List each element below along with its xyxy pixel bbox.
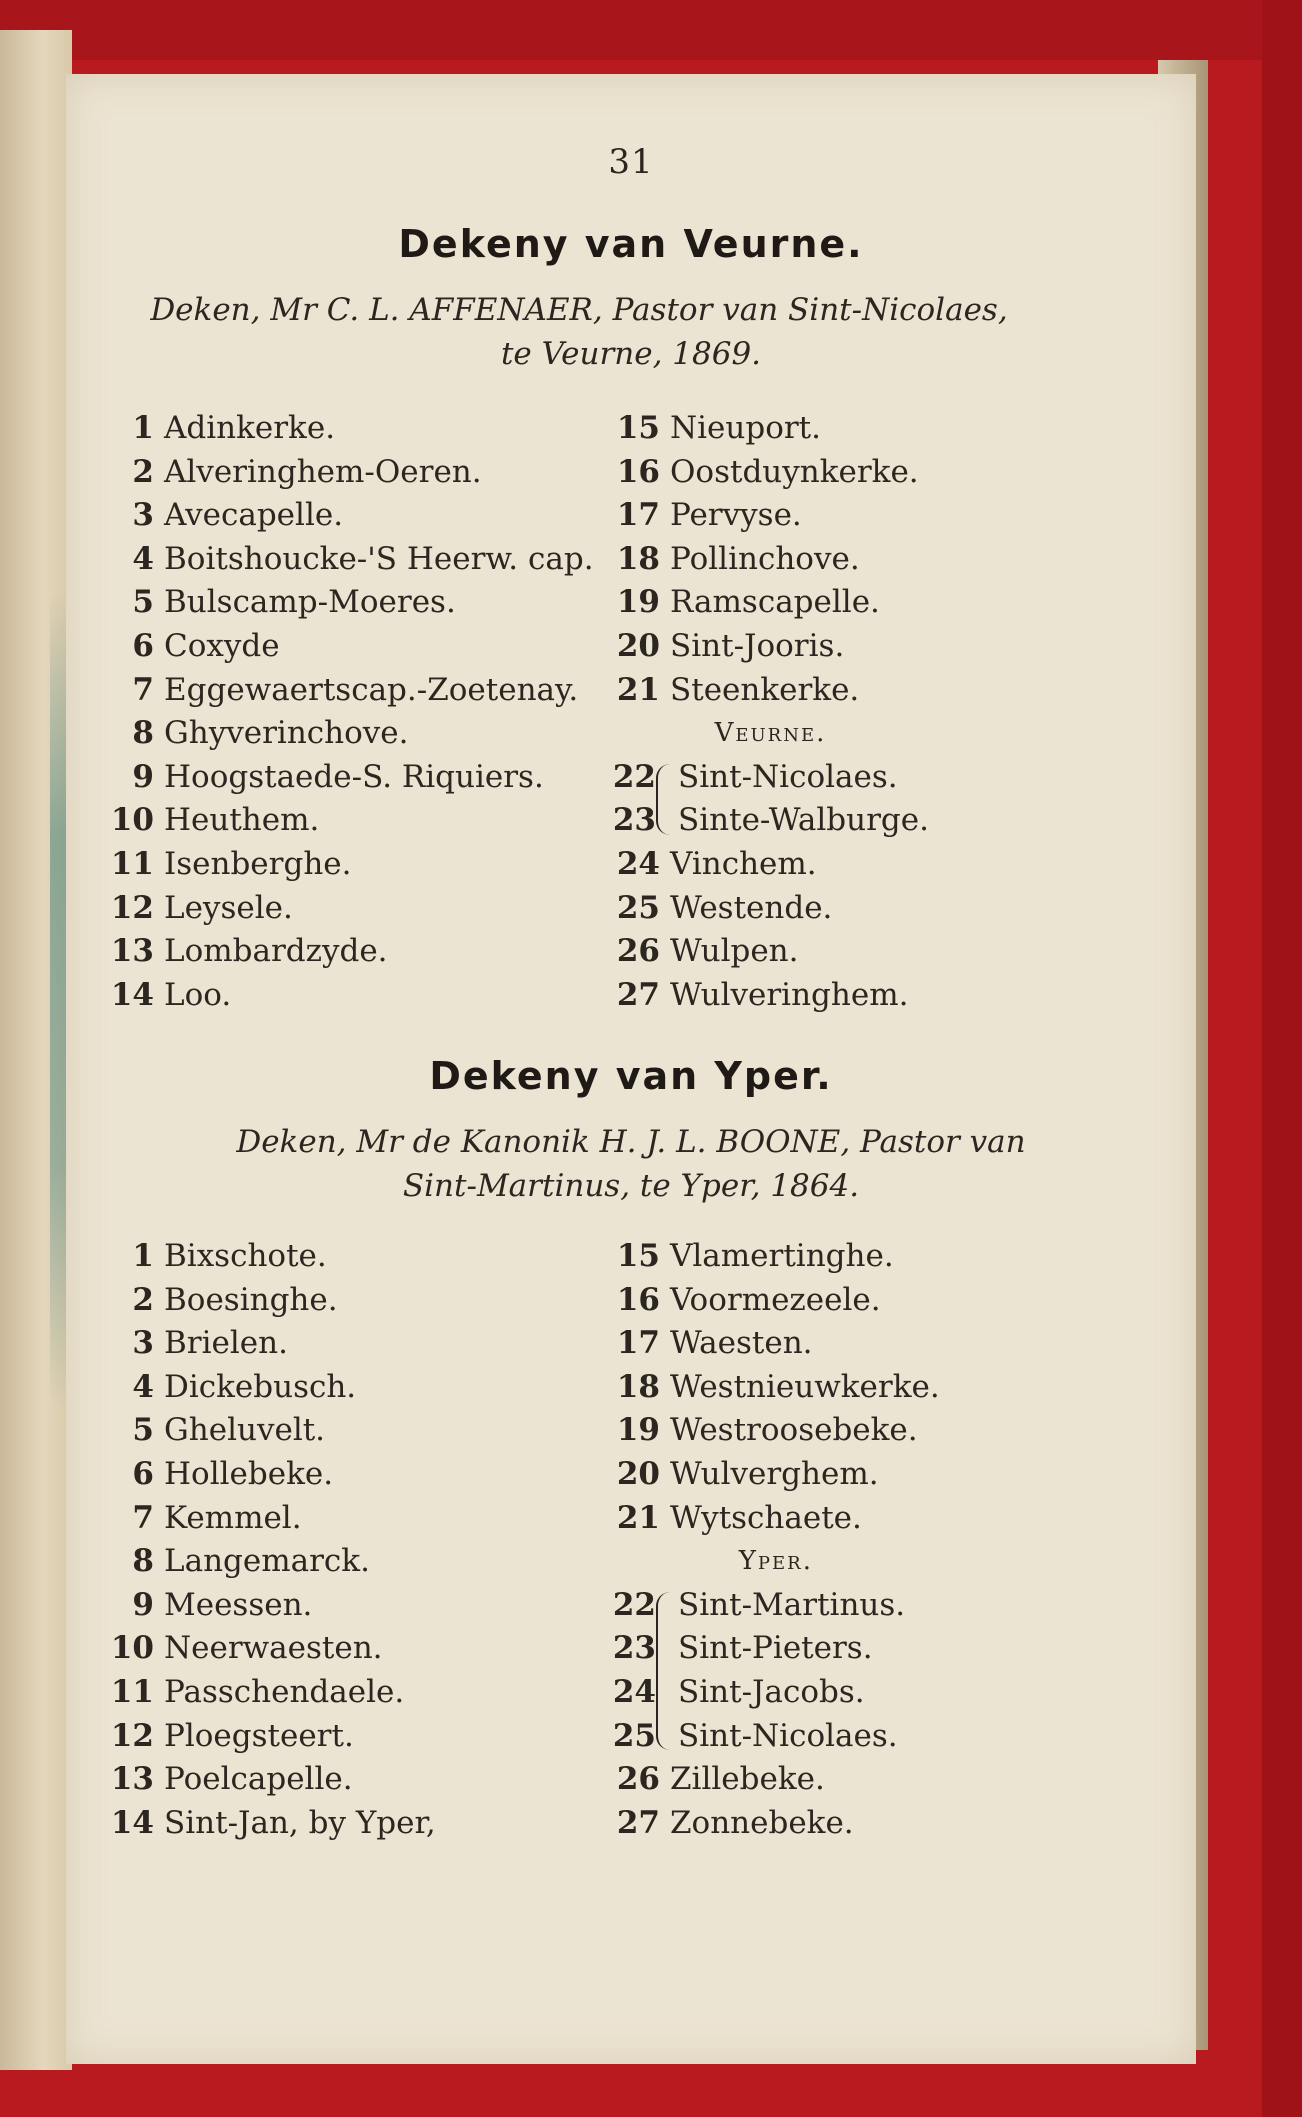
parish-name: Wulverghem. [670, 1455, 879, 1492]
parish-name: Westnieuwkerke. [670, 1368, 940, 1405]
parish-entry [106, 974, 594, 1018]
parish-number: 13 [110, 1761, 154, 1798]
parish-number: 19 [616, 584, 660, 621]
parish-name: Boesinghe. [164, 1281, 338, 1318]
parish-name: Sint-Jooris. [670, 627, 845, 664]
parish-entry [612, 1758, 940, 1802]
parish-number: 1 [132, 410, 154, 446]
parish-entry [106, 494, 594, 538]
parish-number: 20 [616, 627, 660, 664]
parish-entry [612, 669, 929, 713]
parish-entry [106, 1802, 436, 1846]
parish-list-left [106, 407, 594, 1017]
town-subheading: Veurne. [714, 718, 827, 749]
parish-name: Coxyde [164, 627, 280, 664]
parish-number: 15 [616, 410, 660, 446]
parish-entry [612, 451, 929, 495]
parish-entry [612, 494, 929, 538]
parish-number: 18 [616, 540, 660, 577]
parish-name: Vinchem. [670, 845, 817, 882]
dean-line-1: Deken, Mr de Kanonik H. J. L. BOONE, Pastor van [236, 1124, 1026, 1160]
parish-name: Nieuport. [670, 410, 821, 446]
book-page [66, 74, 1196, 2064]
parish-name: Hollebeke. [164, 1455, 334, 1492]
parish-name: Meessen. [164, 1586, 313, 1623]
group-brace [656, 764, 672, 835]
parish-entry [106, 625, 594, 669]
parish-entry [612, 538, 929, 582]
parish-number: 19 [616, 1412, 660, 1449]
parish-entry [612, 625, 929, 669]
parish-number: 12 [110, 1717, 154, 1754]
parish-name: Wulpen. [670, 933, 799, 970]
book-cover-top [0, 0, 1302, 60]
parish-entry [612, 1409, 940, 1453]
parish-entry [106, 1322, 436, 1366]
parish-number: 17 [616, 1325, 660, 1362]
section-title-veurne: Dekeny van Veurne. [398, 222, 864, 266]
parish-number: 6 [132, 1455, 154, 1492]
parish-name: Alveringhem-Oeren. [164, 453, 482, 490]
parish-entry [106, 1453, 436, 1497]
parish-entry [612, 1802, 940, 1846]
parish-entry [612, 1279, 940, 1323]
parish-number: 23 [612, 802, 656, 839]
parish-number: 24 [616, 845, 660, 882]
parish-entry [612, 930, 929, 974]
parish-list-left [106, 1235, 436, 1845]
parish-name: Sinte-Walburge. [678, 802, 929, 839]
parish-number: 10 [110, 802, 154, 839]
parish-number: 16 [616, 1281, 660, 1318]
parish-name: Ramscapelle. [670, 584, 880, 621]
parish-number: 22 [612, 758, 656, 795]
town-parish-group [612, 1584, 940, 1758]
parish-name: Zonnebeke. [670, 1804, 854, 1841]
parish-number: 26 [616, 1761, 660, 1798]
parish-name: Isenberghe. [164, 845, 352, 882]
parish-name: Loo. [164, 976, 232, 1013]
parish-list-right [612, 407, 929, 1017]
book-cover-right [1262, 0, 1302, 2117]
parish-name: Vlamertinghe. [670, 1238, 894, 1274]
parish-entry [612, 843, 929, 887]
parish-name: Bixschote. [164, 1238, 327, 1274]
parish-name: Boitshoucke-'S Heerw. cap. [164, 540, 594, 577]
parish-list-right [612, 1235, 940, 1845]
parish-number: 24 [612, 1673, 656, 1710]
parish-name: Eggewaertscap.-Zoetenay. [164, 671, 579, 708]
parish-number: 25 [616, 889, 660, 926]
parish-name: Avecapelle. [164, 497, 344, 534]
parish-name: Oostduynkerke. [670, 453, 919, 490]
parish-number: 26 [616, 933, 660, 970]
parish-name: Wulveringhem. [670, 976, 909, 1013]
parish-number: 10 [110, 1630, 154, 1667]
parish-number: 7 [132, 1499, 154, 1536]
facing-page-edge [0, 30, 72, 2070]
parish-name: Voormezeele. [670, 1281, 881, 1318]
group-brace [656, 1592, 672, 1750]
parish-name: Kemmel. [164, 1499, 302, 1536]
town-subheading: Yper. [738, 1546, 813, 1577]
parish-entry [106, 1715, 436, 1759]
parish-name: Sint-Nicolaes. [678, 758, 898, 795]
parish-name: Dickebusch. [164, 1368, 357, 1405]
parish-number: 27 [616, 1804, 660, 1841]
parish-name: Hoogstaede-S. Riquiers. [164, 758, 544, 795]
parish-number: 4 [132, 540, 154, 577]
town-parish-group [612, 756, 929, 843]
parish-entry [106, 756, 594, 800]
parish-name: Pervyse. [670, 497, 802, 534]
parish-number: 27 [616, 976, 660, 1013]
parish-name: Heuthem. [164, 802, 320, 839]
parish-number: 11 [110, 845, 154, 882]
parish-entry [612, 1497, 940, 1541]
parish-number: 15 [616, 1238, 660, 1274]
parish-number: 3 [132, 1325, 154, 1362]
parish-number: 4 [132, 1368, 154, 1405]
parish-number: 9 [132, 1586, 154, 1623]
parish-number: 16 [616, 453, 660, 490]
parish-name: Sint-Martinus. [678, 1586, 906, 1623]
parish-name: Steenkerke. [670, 671, 860, 708]
parish-number: 13 [110, 933, 154, 970]
parish-entry [106, 1409, 436, 1453]
parish-number: 12 [110, 889, 154, 926]
parish-name: Zillebeke. [670, 1761, 825, 1798]
dean-line-2: Sint-Martinus, te Yper, 1864. [402, 1168, 860, 1204]
parish-name: Brielen. [164, 1325, 288, 1362]
parish-entry [612, 1235, 940, 1279]
parish-number: 5 [132, 1412, 154, 1449]
parish-number: 8 [132, 1543, 154, 1580]
parish-entry [106, 887, 594, 931]
parish-number: 7 [132, 671, 154, 708]
parish-entry [106, 1235, 436, 1279]
parish-entry [106, 1366, 436, 1410]
parish-name: Langemarck. [164, 1543, 370, 1580]
parish-number: 17 [616, 497, 660, 534]
parish-entry [106, 1279, 436, 1323]
parish-entry [106, 843, 594, 887]
parish-entry [106, 1671, 436, 1715]
parish-entry [106, 581, 594, 625]
parish-name: Sint-Jan, by Yper, [164, 1804, 436, 1841]
parish-name: Poelcapelle. [164, 1761, 353, 1798]
parish-number: 21 [616, 1499, 660, 1536]
parish-number: 3 [132, 497, 154, 534]
dean-line-2: te Veurne, 1869. [500, 336, 762, 372]
parish-name: Sint-Jacobs. [678, 1673, 865, 1710]
parish-number: 14 [110, 976, 154, 1013]
parish-name: Bulscamp-Moeres. [164, 584, 456, 621]
section-title-yper: Dekeny van Yper. [429, 1054, 833, 1098]
parish-entry [106, 799, 594, 843]
parish-number: 2 [132, 1281, 154, 1318]
parish-entry [612, 581, 929, 625]
parish-entry [612, 1366, 940, 1410]
parish-number: 1 [132, 1238, 154, 1274]
parish-name: Leysele. [164, 889, 293, 926]
parish-name: Ghyverinchove. [164, 715, 409, 752]
parish-name: Gheluvelt. [164, 1412, 326, 1449]
parish-name: Neerwaesten. [164, 1630, 383, 1667]
parish-number: 6 [132, 627, 154, 664]
parish-entry [106, 451, 594, 495]
parish-number: 8 [132, 715, 154, 752]
parish-name: Sint-Nicolaes. [678, 1717, 898, 1754]
parish-entry [612, 1322, 940, 1366]
parish-entry [106, 930, 594, 974]
parish-entry [612, 974, 929, 1018]
parish-name: Westroosebeke. [670, 1412, 918, 1449]
parish-entry [106, 669, 594, 713]
parish-entry [612, 1453, 940, 1497]
parish-number: 21 [616, 671, 660, 708]
parish-number: 2 [132, 453, 154, 490]
parish-name: Westende. [670, 889, 833, 926]
parish-number: 18 [616, 1368, 660, 1405]
parish-entry [106, 1497, 436, 1541]
page-number: 31 [608, 142, 654, 182]
parish-name: Waesten. [670, 1325, 813, 1362]
parish-name: Lombardzyde. [164, 933, 388, 970]
parish-name: Ploegsteert. [164, 1717, 354, 1754]
parish-entry [106, 1540, 436, 1584]
parish-entry [612, 407, 929, 451]
parish-number: 25 [612, 1717, 656, 1754]
parish-entry [106, 407, 594, 451]
parish-entry [612, 887, 929, 931]
parish-number: 23 [612, 1630, 656, 1667]
parish-number: 5 [132, 584, 154, 621]
parish-name: Passchendaele. [164, 1673, 405, 1710]
parish-entry [106, 1584, 436, 1628]
parish-entry [106, 538, 594, 582]
parish-name: Adinkerke. [164, 410, 336, 446]
parish-number: 20 [616, 1455, 660, 1492]
parish-name: Sint-Pieters. [678, 1630, 873, 1667]
parish-entry [106, 712, 594, 756]
parish-entry [106, 1758, 436, 1802]
parish-number: 22 [612, 1586, 656, 1623]
dean-line-1: Deken, Mr C. L. AFFENAER, Pastor van Sint-Nicolaes, [150, 292, 1008, 328]
parish-number: 14 [110, 1804, 154, 1841]
parish-name: Wytschaete. [670, 1499, 862, 1536]
parish-number: 11 [110, 1673, 154, 1710]
parish-number: 9 [132, 758, 154, 795]
parish-entry [106, 1627, 436, 1671]
parish-name: Pollinchove. [670, 540, 860, 577]
